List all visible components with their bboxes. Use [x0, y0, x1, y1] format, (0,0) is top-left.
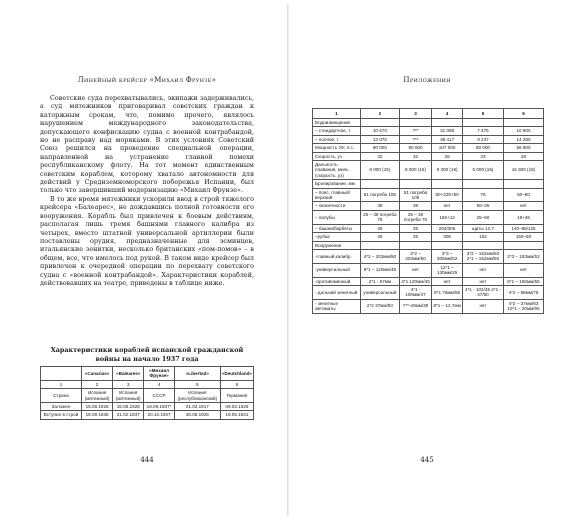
- table-header-cell: 3: [399, 109, 431, 119]
- table-cell: 3: [113, 380, 144, 388]
- row-label: Страна: [41, 389, 82, 403]
- table-cell: 90 000: [361, 144, 400, 152]
- table-cell: 25 – 38 погреба 76: [361, 210, 400, 224]
- table-cell: 09.02.1928: [220, 403, 253, 411]
- table-cell: 3*2 – 203мм/50: [399, 249, 431, 263]
- table-cell: ?**: [399, 127, 431, 135]
- table-cell: 2*3 – 183мм/52: [503, 249, 543, 263]
- ships-table-part2: [312, 108, 544, 314]
- row-label: Вооружение: [313, 241, 361, 249]
- table-header-cell: 4: [432, 109, 463, 119]
- table-cell: 2*1 - 57мм: [361, 277, 400, 285]
- table-cell: 2: [82, 380, 113, 388]
- table-row: [313, 263, 544, 277]
- table-cell: 8*1 76мм/55: [432, 285, 463, 299]
- row-label: – полное, т: [313, 135, 361, 143]
- table-cell: [503, 119, 543, 127]
- table-row: [313, 144, 544, 152]
- table-cell: 18+45: [503, 210, 543, 224]
- table-cell: 56 800: [503, 144, 543, 152]
- table-cell: [399, 180, 431, 188]
- table-cell: 140–85/125: [503, 224, 543, 232]
- table-cell: [462, 241, 503, 249]
- table-cell: 38: [361, 202, 400, 210]
- table-header-cell: [41, 367, 82, 381]
- book-spread: [4, 4, 568, 516]
- table-cell: [503, 180, 543, 188]
- table-cell: нет: [462, 263, 503, 277]
- table-cell: 203/305: [432, 224, 463, 232]
- left-page: [18, 22, 276, 492]
- table-header-cell: 1: [313, 109, 361, 119]
- table-row: [313, 161, 544, 180]
- table-cell: 9 300 (19): [432, 161, 463, 180]
- table-row: [313, 285, 544, 299]
- table-row: [313, 210, 544, 224]
- table-row: [313, 119, 544, 127]
- paragraph: В то же время мятежники ускорили ввод в строй тяжелого крейсера «Балеарес», не дождавшись полной готовности его вооружения. Корабль был привлечен к боевым действиям, располагая лишь тремя башнями главного калибра из четырех, вместо штатной универсальной артиллерии были поставлены орудия, предназначенные для эсминцев, итальянские зенитки, несколько британских «пом-помов» – в общем, все, что имелось под рукой. В таком виде крейсер был привлечен к очередной операции по перехвату советского судна с «военной контрабандой». Характеристики кораблей, действовавших на театре, приведены в таблице ниже.: [40, 194, 254, 287]
- table-caption: Характеристики кораблей испанской гражданской войны на начало 1937 года: [50, 346, 244, 363]
- table-cell: 80 000: [462, 144, 503, 152]
- table-cell: 31 085: [432, 127, 463, 135]
- table-cell: СССР: [144, 389, 175, 403]
- table-cell: 28: [503, 152, 543, 160]
- row-label: – башни/барбеты: [313, 224, 361, 232]
- table-row: [313, 135, 544, 143]
- table-number-row: [41, 380, 254, 388]
- table-row: [313, 224, 544, 232]
- table-cell: 50+225+50: [432, 188, 463, 202]
- row-label: – стандартное, т: [313, 127, 361, 135]
- table-cell: 305: [432, 233, 463, 241]
- table-cell: нет: [462, 299, 503, 313]
- ships-table-part1: [40, 366, 254, 420]
- table-cell: [462, 180, 503, 188]
- table-row: [313, 241, 544, 249]
- row-label: Водоизмещение: [313, 119, 361, 127]
- row-label: Бронирование, мм: [313, 180, 361, 188]
- table-cell: [432, 119, 463, 127]
- table-cell: 19.05.1931: [220, 411, 253, 419]
- table-cell: 8 000 (15): [361, 161, 400, 180]
- page-number: 445: [420, 456, 434, 464]
- table-cell: 5: [174, 380, 220, 388]
- right-page: [300, 22, 554, 492]
- table-cell: [361, 241, 400, 249]
- table-header-cell: 2: [361, 109, 400, 119]
- table-cell: 4*1 120мм/45: [401, 278, 430, 284]
- table-cell: 107 000: [432, 144, 463, 152]
- row-label: - дальний зенитный: [313, 285, 361, 299]
- table-row: [41, 389, 254, 403]
- table-row: [41, 411, 254, 419]
- table-cell: нет: [503, 263, 543, 277]
- table-cell: 10 600: [503, 127, 543, 135]
- table-header-row: [41, 367, 254, 381]
- table-cell: 50–25: [462, 202, 503, 210]
- table-cell: [361, 180, 400, 188]
- table-cell: нет: [503, 202, 543, 210]
- table-cell: ?**-40мм/39: [399, 299, 431, 313]
- row-label: -универсальный: [313, 263, 361, 277]
- table-cell: 10 670: [361, 127, 400, 135]
- table-cell: 2*2 37мм/83: [361, 299, 400, 313]
- table-cell: 12*1 – 130мм/25: [432, 263, 463, 277]
- table-number-row: [313, 109, 544, 119]
- row-label: – пояс, главный/верхний: [313, 188, 361, 202]
- table-cell: 4*2 – 203мм/50: [361, 249, 400, 263]
- table-cell: [399, 119, 431, 127]
- running-header-left: Линейный крейсер «Михаил Фрунзе»: [77, 76, 217, 84]
- row-label: Мощность ЭУ, л.с.: [313, 144, 361, 152]
- table-header-cell: «Михаил Фрунзе»: [144, 367, 175, 381]
- table-row: [313, 127, 544, 135]
- table-cell: 9 237: [462, 135, 503, 143]
- table-cell: ?**: [399, 135, 431, 143]
- table-cell: 1: [41, 380, 82, 388]
- table-cell: 25: [361, 224, 400, 232]
- table-cell: 90 000: [399, 144, 431, 152]
- row-label: –рубка: [313, 233, 361, 241]
- table-cell: 33: [462, 152, 503, 160]
- table-cell: 155+12: [432, 210, 463, 224]
- table-row: [313, 202, 544, 210]
- table-cell: 4*1 - 100мм/47: [399, 285, 431, 299]
- row-label: – оконечности: [313, 202, 361, 210]
- table-row: [313, 249, 544, 263]
- table-cell: [399, 241, 431, 249]
- row-label: -главный калибр: [313, 249, 361, 263]
- table-cell: 30.08.1925: [174, 411, 220, 419]
- table-cell: 3*3 – 305мм/52: [432, 249, 463, 263]
- table-cell: 6: [220, 380, 253, 388]
- table-cell: универсальный: [361, 285, 400, 299]
- paragraph: Советские суда перехватывались, экипажи задерживались, а суд мятежников приговаривал советских граждан к каторжным срокам, что, помимо прочего, являлось нарушением международного законодательства, допускающего конфискацию судна с военной контрабандой, но не расправу над моряками. В этих условиях Советский Союз решился на проведение специальной операции, направленной на устранение главной помехи республиканскому флоту. На тот момент единственным советским кораблем, которому хватало автономности для действий у Средиземноморского побережья Испании, был только что завершивший модернизацию «Михаил Фрунзе».: [40, 94, 254, 195]
- table-cell: 50–80: [503, 188, 543, 202]
- table-cell: [361, 119, 400, 127]
- table-row: [313, 277, 544, 285]
- table-cell: [462, 119, 503, 127]
- table-cell: [432, 180, 463, 188]
- table-cell: 18.09.1936: [82, 411, 113, 419]
- body-text: [40, 94, 254, 287]
- table-cell: 25: [399, 224, 431, 232]
- page-number: 444: [140, 456, 154, 464]
- table-row: [313, 233, 544, 241]
- running-header-right: Приложения: [403, 76, 451, 84]
- table-cell: Германия: [220, 389, 253, 403]
- table-cell: 25 – 38 погреба 76: [399, 210, 431, 224]
- table-cell: 4*2 – 88мм/78: [503, 285, 543, 299]
- table-header-cell: «Baleares»: [113, 367, 144, 381]
- table-cell: Испания (мятежный): [82, 389, 113, 403]
- table-cell: 16 300 (18): [503, 161, 543, 180]
- table-cell: 4: [144, 380, 175, 388]
- table-cell: 38 417: [432, 135, 463, 143]
- table-cell: Испания (республиканский): [174, 389, 220, 403]
- table-cell: 8*1 – 12,7мм: [432, 299, 463, 313]
- row-label: Заложен: [41, 403, 82, 411]
- table-row: [313, 180, 544, 188]
- table-cell: 32: [361, 152, 400, 160]
- table-cell: 21.02.1937: [113, 411, 144, 419]
- row-label: - зенитные автоматы: [313, 299, 361, 313]
- table-cell: 38: [399, 202, 431, 210]
- table-cell: нет: [399, 263, 431, 277]
- table-header-cell: «Deutchland»: [220, 367, 253, 381]
- table-cell: 28: [432, 152, 463, 160]
- table-cell: 32: [399, 152, 431, 160]
- table-cell: 25–50: [462, 210, 503, 224]
- table-cell: 13 070: [361, 135, 400, 143]
- table-cell: 51 погреба 105: [361, 188, 400, 202]
- table-cell: 8 000 (15): [399, 161, 431, 180]
- table-cell: 4*2 – 37мм/83 10*1 – 20мм/65: [503, 299, 543, 313]
- table-header-cell: «Libertad»: [174, 367, 220, 381]
- table-header-cell: «Canarias»: [82, 367, 113, 381]
- table-cell: 150–50: [503, 233, 543, 241]
- table-cell: 51 погреба 105: [399, 188, 431, 202]
- table-row: [313, 188, 544, 202]
- table-cell: нет: [432, 202, 463, 210]
- table-cell: 3*2 – 152мм/50 2*1 – 152мм/50: [462, 249, 503, 263]
- row-label: – палубы: [313, 210, 361, 224]
- table-cell: 18.09.1937*: [144, 403, 175, 411]
- table-cell: 25: [399, 233, 431, 241]
- table-row: [41, 403, 254, 411]
- row-label: Дальность плавания, миль (скорость, уз): [313, 161, 361, 180]
- table-cell: 15.08.1928: [113, 403, 144, 411]
- table-cell: нет: [462, 277, 503, 285]
- table-cell: 8*1 – 150мм/55: [503, 277, 543, 285]
- table-cell: 5 000 (15): [462, 161, 503, 180]
- table-cell: 8*1 – 120мм/45: [361, 263, 400, 277]
- table-cell: 7 475: [462, 127, 503, 135]
- table-cell: 15.08.1928: [82, 403, 113, 411]
- table-cell: 25: [361, 233, 400, 241]
- table-row: [313, 299, 544, 313]
- row-label: Вступил в строй: [41, 411, 82, 419]
- table-cell: 14 290: [503, 135, 543, 143]
- table-cell: 152: [462, 233, 503, 241]
- table-cell: 01.02.1917: [174, 403, 220, 411]
- table-cell: Испания (мятежный): [113, 389, 144, 403]
- table-cell: 4*1 - 102/45 2*1 - 47/50: [462, 285, 503, 299]
- row-label: -противоминный: [313, 277, 361, 285]
- table-cell: 20.10.1937: [144, 411, 175, 419]
- table-row: [313, 152, 544, 160]
- table-header-cell: 5: [462, 109, 503, 119]
- table-cell: щиты 12,7: [462, 224, 503, 232]
- table-cell: нет: [432, 277, 463, 285]
- row-label: Скорость, уз: [313, 152, 361, 160]
- table-cell: [432, 241, 463, 249]
- table-header-cell: 6: [503, 109, 543, 119]
- gutter: [287, 4, 289, 516]
- table-cell: 76: [462, 188, 503, 202]
- table-cell: [503, 241, 543, 249]
